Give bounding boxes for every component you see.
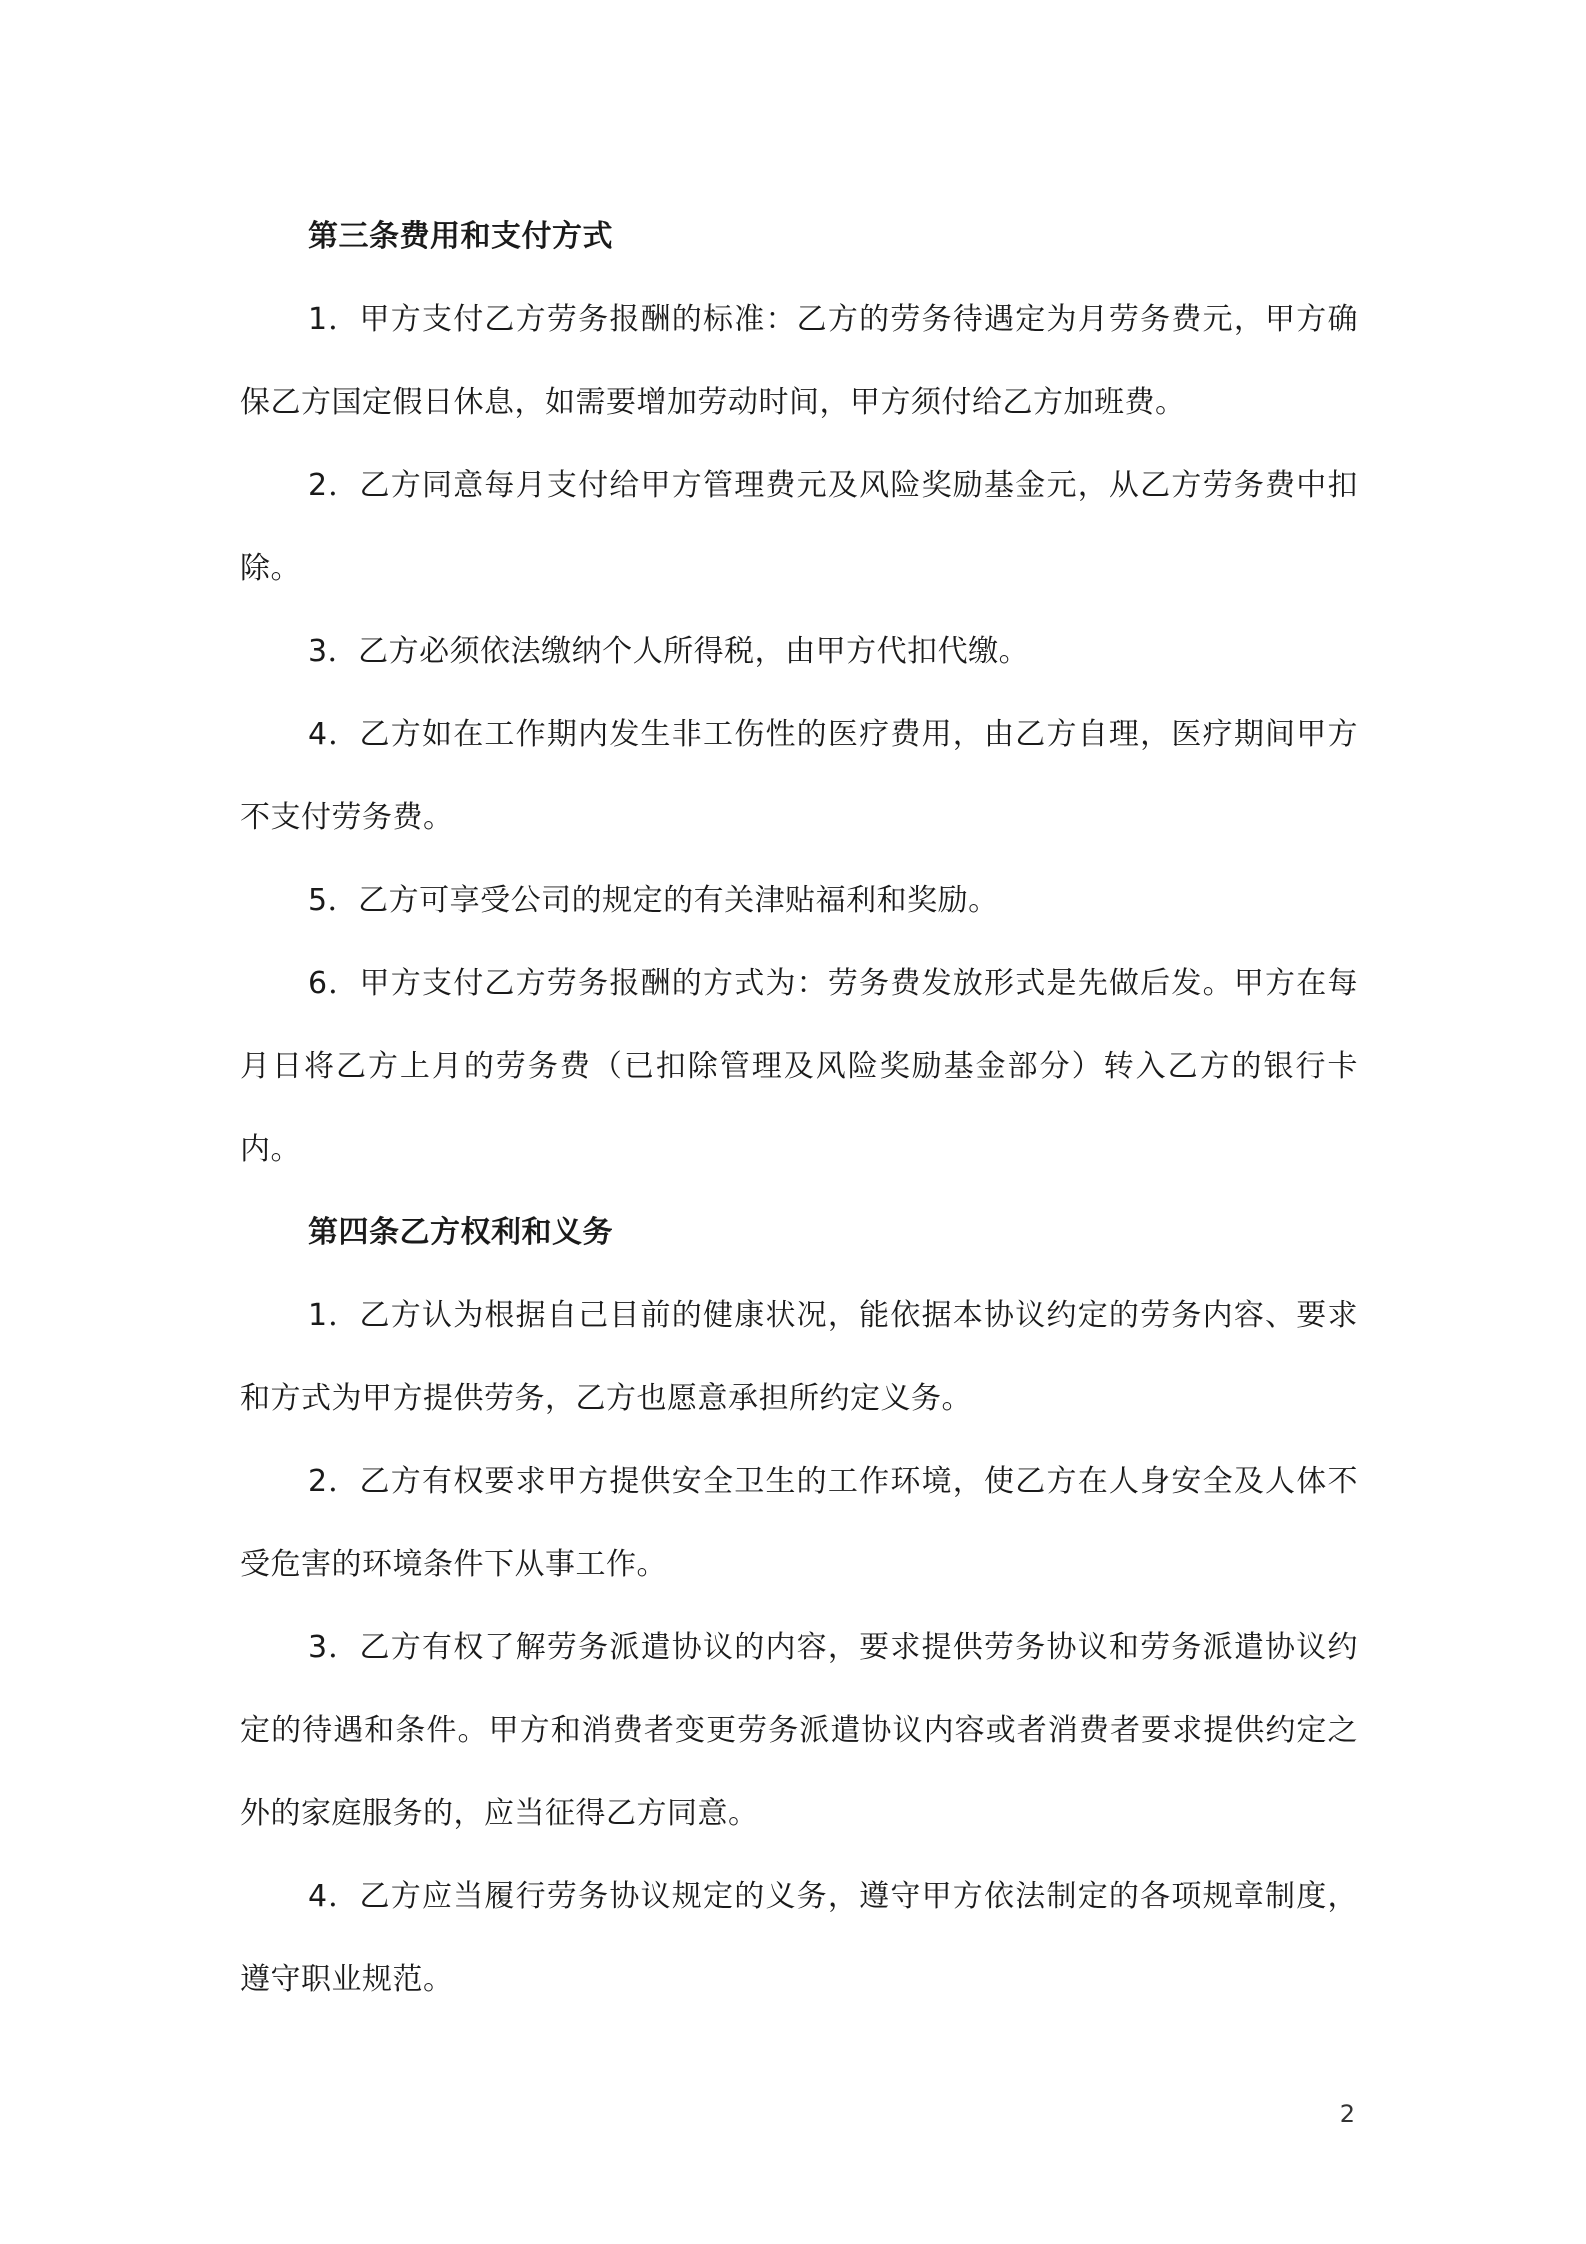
paragraph: 4．乙方应当履行劳务协议规定的义务，遵守甲方依法制定的各项规章制度，遵守职业规范。 [240,1879,1358,1997]
paragraph: 2．乙方有权要求甲方提供安全卫生的工作环境，使乙方在人身安全及人体不受危害的环境条件下从事工作。 [240,1464,1358,1582]
paragraph: 3．乙方必须依法缴纳个人所得税，由甲方代扣代缴。 [308,634,1030,669]
section-heading-4: 第四条乙方权利和义务 [308,1215,613,1250]
paragraph: 2．乙方同意每月支付给甲方管理费元及风险奖励基金元，从乙方劳务费中扣除。 [240,468,1358,586]
paragraph: 5．乙方可享受公司的规定的有关津贴福利和奖励。 [308,883,999,918]
paragraph: 1．乙方认为根据自己目前的健康状况，能依据本协议约定的劳务内容、要求和方式为甲方提供劳务，乙方也愿意承担所约定义务。 [240,1298,1358,1416]
document-body [240,195,1358,2021]
paragraph: 3．乙方有权了解劳务派遣协议的内容，要求提供劳务协议和劳务派遣协议约定的待遇和条件。甲方和消费者变更劳务派遣协议内容或者消费者要求提供约定之外的家庭服务的，应当征得乙方同意。 [240,1630,1358,1831]
page-number: 2 [1339,2100,1355,2128]
section-heading-3: 第三条费用和支付方式 [308,219,613,254]
paragraph: 6．甲方支付乙方劳务报酬的方式为：劳务费发放形式是先做后发。甲方在每月日将乙方上月的劳务费（已扣除管理及风险奖励基金部分）转入乙方的银行卡内。 [240,966,1358,1167]
paragraph: 1．甲方支付乙方劳务报酬的标准：乙方的劳务待遇定为月劳务费元，甲方确保乙方国定假日休息，如需要增加劳动时间，甲方须付给乙方加班费。 [240,302,1358,420]
paragraph: 4．乙方如在工作期内发生非工伤性的医疗费用，由乙方自理，医疗期间甲方不支付劳务费。 [240,717,1358,835]
